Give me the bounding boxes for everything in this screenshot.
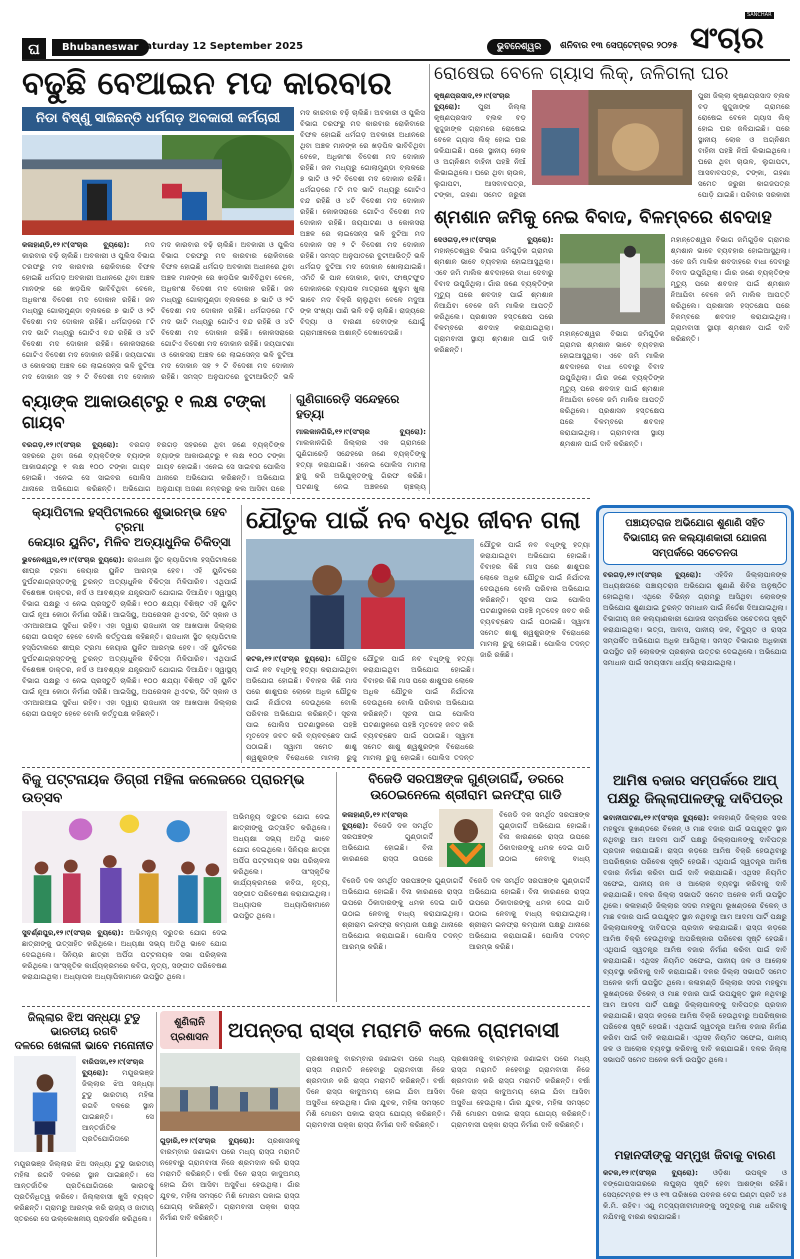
story-road — [160, 1011, 590, 1257]
story-trauma — [22, 505, 237, 763]
headline-rugby-line1: ଜିଲ୍ଲାର ଝିଅ ସନ୍ଧ୍ୟା ଟୁଡୁ ଭାରତୀୟ ରଗବି — [27, 1011, 141, 1038]
edition-city-or: ଭୁବନେଶ୍ୱର — [487, 39, 551, 55]
dateline-college: ସୁବର୍ଣ୍ଣପୁର,୧୨।୯(ସଂଚାର ବ୍ୟୁରୋ): — [22, 928, 124, 937]
body-witch-text: ମାଲକାନଗିରି ଜିଲ୍ଲାର ଏକ ଗ୍ରାମରେ ଗୁଣିଗାରେଡ଼ି ସନ୍ଦେହରେ ଜଣେ ବ୍ୟକ୍ତିଙ୍କୁ ହତ୍ୟା କରାଯାଇଛି। ଏନେଇ ପୋଲିସ ମାମଲା ରୁଜୁ କରି ଅଭିଯୁକ୍ତଙ୍କୁ ଗିରଫ କରିଛି। ଘଟଣାକୁ ନେଇ ଅଞ୍ଚଳରେ ଚାଞ୍ଚଲ୍ୟ — [296, 438, 426, 491]
sidebar-dateline-1: ବରଗଡ଼,୧୨।୯(ସଂଚାର ବ୍ୟୁରୋ): — [603, 570, 702, 579]
college-body-row — [22, 811, 330, 1002]
body-bank-col1 — [22, 439, 151, 494]
headline-dowry: ଯୌତୁକ ପାଇଁ ନବ ବଧୂର ଜୀବନ ଗଲା — [246, 506, 581, 534]
headline-witch: ଗୁଣିଗାରେଡ଼ି ସନ୍ଦେହରେ ହତ୍ୟା — [296, 392, 400, 421]
body-dowry-col3 — [246, 653, 357, 763]
dateline-rugby: ବାରିପଦା,୧୨।୯(ସଂଚାର ବ୍ୟୁରୋ): — [82, 1057, 144, 1078]
body-road-col1 — [160, 1135, 300, 1256]
subhead-liquor: ନିଡା ବିଷ୍ଣୁ ସାଜିଛନ୍ତି ଧର୍ମଗଡ଼ ଅବକାରୀ କର୍ମଚାରୀ — [22, 107, 294, 131]
headline-trauma-line2: କେୟାର ୟୁନିଟ, ମିଳିବ ଅତ୍ୟାଧୁନିକ ଚିକିତ୍ସା — [28, 535, 231, 549]
section-divider — [22, 498, 590, 499]
sidebar-headline-3: ମହାନଦୀଙ୍କୁ ସମ୍ମୁଖ ଜିବାକୁ ବାରଣ — [614, 1148, 776, 1162]
newspaper-logo: ସଂଚାର — [690, 21, 764, 56]
headline-sarpanch-line2: ଉଠେଇନେଲେ ଶ୍ରୀରାମ ଇନଫ୍ରା ଗାଡି — [370, 788, 562, 804]
road-body-row — [160, 1053, 590, 1257]
sidebar-content — [603, 512, 787, 1257]
body-liquor-col3: ମଦ କାରବାର ବଢ଼ି ଚାଲିଛି। ଅବକାରୀ ଓ ପୁଲିସ ବିଭାଗ ତରଫରୁ ମଦ କାରବାର ରୋକିବାରେ ବିଫଳ ହୋଇଛି ଧର୍ମଗଡ଼ ଅବକାରୀ ଅଧୀନରେ ଥିବା ଅଞ୍ଚଳ ମାନଙ୍କ ରେ ଖଡ଼ପିଳ ଭାବିବିଥିବା ବେଳେ, ଅଧିକାଂଶ ବିଦେଶୀ ମଦ ଦୋକାନ ରହିଛି। ଜନ ମଧ୍ୟରୁ ଗୋଲାମୁଣ୍ଡା ବ୍ଲକରେ ୭ ଭାଟି ଓ ୨ଟି ବିଦେଶୀ ମଦ ଦୋକାନ ରହିଛି। ଧର୍ମଗଡ଼ରେ ୮ଟି ମଦ ଭାଟି ମଧ୍ୟରୁ ଗୋଟିଏ ବନ୍ଦ ରହିଛି ଓ ୪ଟି ବିଦେଶୀ ମଦ ଦୋକାନ ରହିଛି। କୋକସରାରେ ଗୋଟିଏ ବିଦେଶୀ ମଦ ଦୋକାନ ରହିଛି। ଜୟପାଟଣା ଓ କୋକସରା ଅଞ୍ଚଳ ରେ ଲାଇସେନ୍ସ ଭଳି ବୁଟିଆ ମଦ ଦୋକାନ ସହ ୨ ଟି ବିଦେଶୀ ମଦ ଦୋକାନ ରହିଛି। ସମସ୍ତ ଅନୁପାତରେ ବୁଟୀଆଭିତ୍ତି ଭଳି — [161, 240, 294, 381]
sidebar-body-2-text: କଳାହାଣ୍ଡି ଜିଲ୍ଲାର ସଦର ମହକୁମା ଭୂଖଣ୍ଡରେ ଚିକେନ୍ ଓ ମାଛ ବଜାର ପାଇଁ ଉପଯୁକ୍ତ ସ୍ଥାନ ନଥିବାରୁ ଆମ ଆଦମୀ ପାର୍ଟି ପକ୍ଷରୁ ଜିଲ୍ଲାପାଳଙ୍କୁ ଦାବିପତ୍ର ପ୍ରଦାନ କରାଯାଇଛି। ରାସ୍ତା କଡ଼ରେ ଆମିଷ ବିକ୍ରି ହେଉଥିବାରୁ ଅପରିଷ୍କାର ପରିବେଶ ସୃଷ୍ଟି ହେଉଛି। ଏଥିପାଇଁ ସ୍ୱତନ୍ତ୍ର ଆମିଷ ବଜାର ନିର୍ମାଣ କରିବା ପାଇଁ ଦାବି କରାଯାଇଛି। ଏଥିସହ ନିୟମିତ ସଫେଇ, ପାନୀୟ ଜଳ ଓ ଆଲୋକ ବ୍ୟବସ୍ଥା କରିବାକୁ ଦାବି କରାଯାଇଛି। ଦଳର ଜିଲ୍ଲା ସଭାପତି ସମେତ ଅନେକ କର୍ମୀ ଉପସ୍ଥିତ ଥିଲେ। — [603, 813, 787, 910]
cremation-body-row — [434, 234, 790, 495]
body-sarpanch-col1 — [342, 809, 433, 864]
dowry-cols — [246, 653, 474, 763]
body-gas-col1 — [434, 90, 526, 200]
dateline-witch: ମାଲକାନଗିରି,୧୨।୯(ସଂଚାର ବ୍ୟୁରୋ): — [296, 427, 426, 436]
photo-villagers-road-repair — [160, 1053, 300, 1131]
body-dowry-text: ଯୌତୁକ ପାଇଁ ନବ ବଧୂଙ୍କୁ ହତ୍ୟା କରାଯାଇଥିବା ଅଭିଯୋଗ ହୋଇଛି। ବିବାହର କିଛି ମାସ ପରେ ଶାଶୁଘର ଲୋକେ ଅଧିକ ଯୌତୁକ ପାଇଁ ନିର୍ଯାତନା ଦେଉଥିଲେ ବୋଲି ପରିବାର ଅଭିଯୋଗ କରିଛନ୍ତି। ସୂଚନା ପାଇ ପୋଲିସ ଘଟଣାସ୍ଥଳରେ ପହଞ୍ଚି ମୃତଦେହ ଜବତ କରି ବ୍ୟବଚ୍ଛେଦ ପାଇଁ ପଠାଇଛି। ସ୍ୱାମୀ ସମେତ ଶାଶୁ ଶ୍ୱଶୁରଙ୍କ ବିରୋଧରେ ମାମଲା ରୁଜୁ — [246, 654, 357, 762]
sidebar-body-2-text3: କଳାହାଣ୍ଡି ଜିଲ୍ଲାର ସଦର ମହକୁମା ଭୂଖଣ୍ଡରେ ଚିକେନ୍ ଓ ମାଛ ବଜାର ପାଇଁ ଉପଯୁକ୍ତ ସ୍ଥାନ ନଥିବାରୁ ଆମ ଆଦମୀ ପାର୍ଟି ପକ୍ଷରୁ ଜିଲ୍ଲାପାଳଙ୍କୁ ଦାବିପତ୍ର ପ୍ରଦାନ କରାଯାଇଛି। ରାସ୍ତା କଡ଼ରେ ଆମିଷ ବିକ୍ରି ହେଉଥିବାରୁ ଅପରିଷ୍କାର ପରିବେଶ ସୃଷ୍ଟି ହେଉଛି। ଏଥିପାଇଁ ସ୍ୱତନ୍ତ୍ର ଆମିଷ ବଜାର ନିର୍ମାଣ କରିବା ପାଇଁ ଦାବି କରାଯାଇଛି। ଏଥିସହ ନିୟମିତ ସଫେଇ, ପାନୀୟ ଜଳ ଓ ଆଲୋକ ବ୍ୟବସ୍ଥା କରିବାକୁ ଦାବି କରାଯାଇଛି। ଦଳର ଜିଲ୍ଲା ସଭାପତି ସମେତ ଅନେକ କର୍ମୀ ଉପସ୍ଥିତ ଥିଲେ। — [603, 978, 787, 1064]
sidebar-headline-1: ପଞ୍ଚାୟତରାଜ ଅଭିଯୋଗ ଶୁଣାଣି ସହିତ ବିଭାଗୀୟ ଜନ କଲ୍ୟାଣକାରୀ ଯୋଜନା ସମ୍ପର୍କରେ ସଚେତନତା — [603, 512, 787, 565]
bank-body-row — [22, 439, 285, 496]
photo-cremation-ground — [560, 234, 665, 324]
headline-trauma — [22, 505, 237, 550]
edition-city-en: Bhubaneswar — [52, 39, 149, 56]
body-trauma-text: ରାଜଧାନୀ ସ୍ଥିତ କ୍ୟାପିଟାଲ ହସ୍ପିଟାଲରେ ଶୀଘ୍ର ଟ୍ରମା କେୟାର ୟୁନିଟ ଆରମ୍ଭ ହେବ। ଏହି ୟୁନିଟରେ ଦୁର୍ଘଟଣାଗ୍ରସ୍ତଙ୍କୁ ତୁରନ୍ତ ଅତ୍ୟାଧୁନିକ ଚିକିତ୍ସା ମିଳିପାରିବ। ଏଥିପାଇଁ ବିଶେଷଜ୍ଞ ଡାକ୍ତର, ନର୍ସ ଓ ଆବଶ୍ୟକ ଯନ୍ତ୍ରପାତି ଯୋଗାଇ ଦିଆଯିବ। ସ୍ୱାସ୍ଥ୍ୟ ବିଭାଗ ପକ୍ଷରୁ ଏ ନେଇ ପ୍ରସ୍ତୁତି ଚାଲିଛି। ୧୦୦ ଶଯ୍ୟା ବିଶିଷ୍ଟ ଏହି ୟୁନିଟ ପାଇଁ ନୂଆ କୋଠା ନିର୍ମାଣ ସରିଛି। ଆଇସିୟୁ, ଅପରେସନ ଥିଏଟର, ସିଟି ସ୍କାନ ଓ ଏମଆରଆଇ ସୁବିଧା ରହିବ। ଏହା ଦ୍ୱାରା ରାଜଧାନୀ ସହ ଆଖପାଖ ଜିଲ୍ଲାର ରୋଗୀ ଉପକୃତ ହେବେ ବୋଲି କର୍ତ୍ତୃପକ୍ଷ କହିଛନ୍ତି। — [22, 555, 237, 641]
section-divider — [22, 767, 590, 768]
story-gas — [434, 63, 790, 203]
dowry-body-row — [246, 539, 590, 763]
body-cremation-col1 — [434, 234, 554, 487]
road-left-stack — [160, 1053, 300, 1257]
edition-date-en: Saturday 12 September 2025 — [138, 41, 304, 52]
dateline-trauma: ଭୁବନେଶ୍ୱର,୧୨।୯(ସଂଚାର ବ୍ୟୁରୋ): — [22, 555, 125, 564]
headline-road: ଅପନ୍ତରା ରାସ୍ତା ମରାମତି କଲେ ଗ୍ରାମବାସୀ — [228, 1017, 560, 1042]
body-college-col1: ଅଭିମନ୍ୟୁ ଦ୍ରୁତର ଯୋଗ ଦେଇ ଛାତ୍ରୀଙ୍କୁ ଉତ୍ସାହିତ କରିଥିଲେ। ଅଧ୍ୟକ୍ଷା ସଭ୍ୟ ଅତିଥି ଭାବେ ଯୋଗ ଦେଇଥିଲେ। ସିନିୟର ଛାତ୍ରୀ ଅର୍ପିତା ପଟ୍ଟନାୟକ ସଭା ପରିଚାଳନା କରିଥିଲେ। ସାଂସ୍କୃତିକ କାର୍ଯ୍ୟକ୍ରମରେ କବିତା, ନୃତ୍ୟ, ସଙ୍ଗୀତ ପରିବେଷଣ କରାଯାଇଥିଲା। ଅଧ୍ୟାପକ ଅଧ୍ୟାପିକାମାନେ ଉପସ୍ଥିତ ଥିଲେ। — [233, 812, 330, 920]
dateline-cremation: ଦେଓଗଡ଼,୧୨।୯(ସଂଚାର ବ୍ୟୁରୋ): — [434, 234, 554, 244]
road-tag — [160, 1011, 222, 1049]
story-bank — [22, 392, 285, 495]
photo-rugby-player — [14, 1056, 76, 1152]
dateline-dowry: କଟକ,୧୨।୯(ସଂଚାର ବ୍ୟୁରୋ): — [246, 654, 331, 663]
body-road-col3: ପ୍ରଶାସନକୁ ବାରମ୍ବାର ଜଣାଇବା ପରେ ମଧ୍ୟ ରାସ୍ତା ମରାମତି ନହେବାରୁ ଗ୍ରାମବାସୀ ନିଜେ ଶ୍ରମଦାନ କରି ରାସ୍ତା ମରାମତି କରିଛନ୍ତି। ବର୍ଷା ଦିନେ ରାସ୍ତା କାଦୁଅମୟ ହୋଇ ଯିବା ଆସିବା ଅସୁବିଧା ହେଉଥିଲା। ଗାଁର ଯୁବକ, ମହିଳା ସମସ୍ତେ ମିଶି ମୋରମ ପକାଇ ରାସ୍ତା ଯୋଗ୍ୟ କରିଛନ୍ତି। ଗ୍ରାମବାସୀ ପକ୍କା ରାସ୍ତା ନିର୍ମାଣ ଦାବି କରିଛନ୍ତି। — [451, 1054, 590, 1129]
story-college — [22, 772, 330, 1002]
body-cremation-col3: ମହାନ୍ତେଶ୍ୱର ବିଭାଗ ଜମିଗୁଡ଼ିକ ଗ୍ରାମର ଶ୍ମଶାନ ଭାବେ ବ୍ୟବହାର ହୋଇଆସୁଥିଲା। ଏବେ ଜମି ମାଲିକ ଶବଦାହରେ ବାଧା ଦେବାରୁ ବିବାଦ ଉପୁଜିଥିଲା। ଗାଁର ଜଣେ ବ୍ୟକ୍ତିଙ୍କ ମୃତ୍ୟୁ ପରେ ଶବଦାହ ପାଇଁ ଶ୍ମଶାନ ନିଆଯିବା ବେଳେ ଜମି ମାଲିକ ଆପତ୍ତି କରିଥିଲେ। ପ୍ରଶାସନ ହସ୍ତକ୍ଷେପ ପରେ ବିଳମ୍ବରେ ଶବଦାହ କରାଯାଇଥିଲା। ଗ୍ରାମବାସୀ ସ୍ଥାୟୀ ଶ୍ମଶାନ ପାଇଁ ଦାବି କରିଛନ୍ତି। — [670, 234, 790, 343]
body-cremation-col2: ମହାନ୍ତେଶ୍ୱର ବିଭାଗ ଜମିଗୁଡ଼ିକ ଗ୍ରାମର ଶ୍ମଶାନ ଭାବେ ବ୍ୟବହାର ହୋଇଆସୁଥିଲା। ଏବେ ଜମି ମାଲିକ ଶବଦାହରେ ବାଧା ଦେବାରୁ ବିବାଦ ଉପୁଜିଥିଲା। ଗାଁର ଜଣେ ବ୍ୟକ୍ତିଙ୍କ ମୃତ୍ୟୁ ପରେ ଶବଦାହ ପାଇଁ ଶ୍ମଶାନ ନିଆଯିବା ବେଳେ ଜମି ମାଲିକ ଆପତ୍ତି କରିଥିଲେ। ପ୍ରଶାସନ ହସ୍ତକ୍ଷେପ ପରେ ବିଳମ୍ବରେ ଶବଦାହ କରାଯାଇଥିଲା। ଗ୍ରାମବାସୀ ସ୍ଥାୟୀ ଶ୍ମଶାନ ପାଇଁ ଦାବି କରିଛନ୍ତି। — [559, 328, 665, 448]
road-tag-line2: ପ୍ରଶାସନ — [170, 1032, 209, 1043]
section-divider — [22, 1006, 590, 1007]
rugby-row1 — [14, 1056, 154, 1154]
dateline-bank: ବରଗଡ଼,୧୨।୯(ସଂଚାର ବ୍ୟୁରୋ): — [22, 439, 119, 449]
liquor-left-stack — [22, 107, 294, 388]
cremation-mid-stack — [560, 234, 665, 495]
dateline-liquor: କଳାହାଣ୍ଡି,୧୨।୯(ସଂଚାର ବ୍ୟୁରୋ): — [22, 240, 130, 249]
body-liquor-text: ମଦ କାରବାର ବଢ଼ି ଚାଲିଛି। ଅବକାରୀ ଓ ପୁଲିସ ବିଭାଗ ତରଫରୁ ମଦ କାରବାର ରୋକିବାରେ ବିଫଳ ହୋଇଛି ଧର୍ମଗଡ଼ ଅବକାରୀ ଅଧୀନରେ ଥିବା ଅଞ୍ଚଳ ମାନଙ୍କ ରେ ଖଡ଼ପିଳ ଭାବିବିଥିବା ବେଳେ, ଅଧିକାଂଶ ବିଦେଶୀ ମଦ ଦୋକାନ ରହିଛି। ଜନ ମଧ୍ୟରୁ ଗୋଲାମୁଣ୍ଡା ବ୍ଲକରେ ୭ ଭାଟି ଓ ୨ଟି ବିଦେଶୀ ମଦ ଦୋକାନ ରହିଛି। ଧର୍ମଗଡ଼ରେ ୮ଟି ମଦ ଭାଟି ମଧ୍ୟରୁ ଗୋଟିଏ ବନ୍ଦ ରହିଛି ଓ ୪ଟି ବିଦେଶୀ ମଦ ଦୋକାନ ରହିଛି। କୋକସରାରେ ଗୋଟିଏ ବିଦେଶୀ ମଦ ଦୋକାନ ରହିଛି। ଜୟପାଟଣା ଓ କୋକସରା ଅଞ୍ଚଳ ରେ ଲାଇସେନ୍ସ ଭଳି ବୁଟିଆ ମଦ ଦୋକାନ ସହ ୨ ଟି ବିଦେଶୀ ମଦ ଦୋକାନ — [22, 240, 155, 381]
body-sarpanch-text: ବିଜେଡି ଦଳ ସମର୍ଥିତ ସରପଞ୍ଚଙ୍କ ଗୁଣ୍ଡାଗର୍ଦ୍ଦି ଅଭିଯୋଗ ହୋଇଛି। ବିନା କାରଣରେ ରାସ୍ତା ଉପରେ — [342, 820, 433, 863]
story-witch — [296, 392, 426, 495]
divider — [336, 772, 337, 1002]
sidebar-body-1 — [603, 569, 787, 767]
page-letter: ଘ — [22, 38, 46, 60]
liquor-body-row — [22, 107, 425, 388]
sidebar-body-3 — [603, 1167, 787, 1244]
body-gas-text: ପୁରୀ ଜିଲ୍ଲା କୃଷ୍ଣପ୍ରସାଦ ବ୍ଲକ ବଡ଼ କୁଦ୍ଦୁଜାଙ୍କ ଗ୍ରାମରେ ରୋଷେଇ ବେଳେ ଗ୍ୟାସ ଲିକ୍ ହୋଇ ଘର ଜଳିଯାଇଛି। ପରେ ସ୍ଥାନୀୟ ଲୋକ ଓ ଅଗ୍ନିଶମ ବାହିନୀ ପହଞ୍ଚି ନିଆଁ ଲିଭାଇଥିଲେ। ଘରେ ଥିବା ଚାଉଳ, ଲୁଗାପଟା, ଆସବାବପତ୍ର, ଟଙ୍କା, ଗହଣା ସମେତ ଜରୁରୀ — [434, 101, 526, 199]
body-rugby-text: ମୟୂରଭଞ୍ଜ ଜିଲ୍ଲାର ଝିଅ ସନ୍ଧ୍ୟା ଟୁଡୁ ଭାରତୀୟ ମହିଳା ରଗବି ଦଳରେ ସ୍ଥାନ ପାଇଛନ୍ତି। ସେ ଆନ୍ତର୍ଜାତିକ ପ୍ରତିଯୋଗିତାରେ — [82, 1068, 154, 1144]
body-college-col2 — [22, 927, 227, 993]
edition-date-or: ଶନିବାର ୧୩ ସେପ୍ଟେମ୍ବର ୨୦୨୫ — [560, 41, 678, 51]
body-bank-col2: ବରଗଡ଼ ସହରରେ ଥିବା ଜଣେ ବ୍ୟକ୍ତିଙ୍କ ବ୍ୟାଙ୍କ ଆକାଉଣ୍ଟରୁ ୧ ଲକ୍ଷ ୧୦୦ ଟଙ୍କା ଗାୟବ ହୋଇଛି। ଏନେଇ ସେ ସାଇବର ପୋଲିସ ଥାନାରେ ଅଭିଯୋଗ କରିଛନ୍ତି। ଅଭିଯୋଗ ଅନୁଯାୟୀ ଅଜଣା ନମ୍ବରରୁ କଲ ଆସିବା ପରେ — [156, 439, 285, 493]
trauma-body-row — [22, 554, 237, 763]
headline-bank: ବ୍ୟାଙ୍କ ଆକାଉଣ୍ଟରୁ ୧ ଲକ୍ଷ ଟଙ୍କା ଗାୟବ — [22, 392, 267, 434]
dateline-sarpanch: କଳାହାଣ୍ଡି,୧୨।୯(ସଂଚାର ବ୍ୟୁରୋ): — [342, 809, 408, 830]
photo-burnt-house — [532, 90, 692, 185]
body-sarpanch-col4: ବିଜେଡି ଦଳ ସମର୍ଥିତ ସରପଞ୍ଚଙ୍କ ଗୁଣ୍ଡାଗର୍ଦ୍ଦି ଅଭିଯୋଗ ହୋଇଛି। ବିନା କାରଣରେ ରାସ୍ତା ଉପରେ ଠିକାଦାରଙ୍କୁ ଧମକ ଦେଇ ଗାଡି ଉଠାଇ ନେବାକୁ ବାଧ୍ୟ କରାଯାଇଥିଲା। ଶ୍ରୀରାମ ଇନଫ୍ରା କମ୍ପାନୀ ପକ୍ଷରୁ ଥାନାରେ ଅଭିଯୋଗ କରାଯାଇଛି। ପୋଲିସ ତଦନ୍ତ ଆରମ୍ଭ କରିଛି। — [469, 875, 590, 951]
gas-body-row — [434, 90, 790, 204]
witch-body-row — [296, 426, 426, 495]
story-cremation — [434, 207, 790, 494]
headline-trauma-line1: କ୍ୟାପିଟାଲ ହସ୍ପିଟାଲରେ ଶୁଭାରମ୍ଭ ହେବ ଟ୍ରମା — [32, 505, 227, 534]
headline-college: ବିଜୁ ପଟ୍ଟନାୟକ ଡିଗ୍ରୀ ମହିଳା କଲେଜରେ ପ୍ରାରମ୍ଭ ଉତ୍ସବ — [22, 772, 305, 806]
road-head-row — [160, 1011, 590, 1049]
header-rule — [22, 59, 790, 61]
body-rugby-col2: ମୟୂରଭଞ୍ଜ ଜିଲ୍ଲାର ଝିଅ ସନ୍ଧ୍ୟା ଟୁଡୁ ଭାରତୀୟ ମହିଳା ରଗବି ଦଳରେ ସ୍ଥାନ ପାଇଛନ୍ତି। ସେ ଆନ୍ତର୍ଜାତିକ ପ୍ରତିଯୋଗିତାରେ ଭାରତକୁ ପ୍ରତିନିଧିତ୍ୱ କରିବେ। ଜିଲ୍ଲାବାସୀ ଖୁସି ବ୍ୟକ୍ତ କରିଛନ୍ତି। ଗ୍ରାମରୁ ଆରମ୍ଭ କରି ରାଜ୍ୟ ଓ ଜାତୀୟ ସ୍ତରରେ ସେ ଉଲ୍ଲେଖନୀୟ ପ୍ରଦର୍ଶନ କରିଥିଲେ। — [14, 1159, 154, 1224]
headline-cremation: ଶ୍ମଶାନ ଜମିକୁ ନେଇ ବିବାଦ, ବିଳମ୍ବରେ ଶବଦାହ — [434, 207, 772, 228]
photo-liquor-shop — [22, 135, 294, 235]
sidebar-body-3-text: ଓଡ଼ିଶା ଉପକୂଳ ଓ ବଙ୍ଗୋପସାଗରରେ ଲଘୁଚାପ ସୃଷ୍ଟି ହେବା ଆଶଙ୍କା ରହିଛି। ସେପ୍ଟେମ୍ବର ୧୨ ଓ ୧୩ ତାରିଖରେ ପବନର ବେଗ ଘଣ୍ଟା ପ୍ରତି ୪୫ କି.ମି. ରହିବ। ଏଣୁ ମତ୍ସ୍ୟଜୀବୀମାନଙ୍କୁ ସମୁଦ୍ରକୁ ମାଛ ଧରିବାକୁ ନଯିବାକୁ ବାରଣ କରାଯାଇଛି। — [603, 1168, 787, 1221]
divider — [290, 394, 291, 494]
logo-tag: SANCHAR — [747, 12, 772, 18]
headline-sarpanch — [342, 772, 590, 805]
headline-liquor: ବଢୁଛି ବେଆଇନ ମଦ କାରବାର — [22, 64, 392, 102]
body-college-text: ଅଭିମନ୍ୟୁ ଦ୍ରୁତର ଯୋଗ ଦେଇ ଛାତ୍ରୀଙ୍କୁ ଉତ୍ସାହିତ କରିଥିଲେ। ଅଧ୍ୟକ୍ଷା ସଭ୍ୟ ଅତିଥି ଭାବେ ଯୋଗ ଦେଇଥିଲେ। ସିନିୟର ଛାତ୍ରୀ ଅର୍ପିତା ପଟ୍ଟନାୟକ ସଭା ପରିଚାଳନା କରିଥିଲେ। ସାଂସ୍କୃତିକ କାର୍ଯ୍ୟକ୍ରମରେ କବିତା, ନୃତ୍ୟ, ସଙ୍ଗୀତ ପରିବେଷଣ କରାଯାଇଥିଲା। ଅଧ୍ୟାପକ ଅଧ୍ୟାପିକାମାନେ ଉପସ୍ଥିତ ଥିଲେ। — [22, 928, 227, 981]
body-rugby-col1 — [82, 1056, 154, 1144]
story-liquor — [22, 63, 425, 388]
headline-sarpanch-line1: ବିଜେଡି ସରପଞ୍ଚଙ୍କ ଗୁଣ୍ଡାଗର୍ଦ୍ଦି, ଡରରେ — [368, 772, 564, 787]
dowry-left-stack — [246, 539, 474, 763]
body-liquor-col1: ମଦ କାରବାର ବଢ଼ି ଚାଲିଛି। ଅବକାରୀ ଓ ପୁଲିସ ବିଭାଗ ତରଫରୁ ମଦ କାରବାର ରୋକିବାରେ ବିଫଳ ହୋଇଛି ଧର୍ମଗଡ଼ ଅବକାରୀ ଅଧୀନରେ ଥିବା ଅଞ୍ଚଳ ମାନଙ୍କ ରେ ଖଡ଼ପିଳ ଭାବିବିଥିବା ବେଳେ, ଅଧିକାଂଶ ବିଦେଶୀ ମଦ ଦୋକାନ ରହିଛି। ଜନ ମଧ୍ୟରୁ ଗୋଲାମୁଣ୍ଡା ବ୍ଲକରେ ୭ ଭାଟି ଓ ୨ଟି ବିଦେଶୀ ମଦ ଦୋକାନ ରହିଛି। ଧର୍ମଗଡ଼ରେ ୮ଟି ମଦ ଭାଟି ମଧ୍ୟରୁ ଗୋଟିଏ ବନ୍ଦ ରହିଛି ଓ ୪ଟି ବିଦେଶୀ ମଦ ଦୋକାନ ରହିଛି। କୋକସରାରେ ଗୋଟିଏ ବିଦେଶୀ ମଦ ଦୋକାନ ରହିଛି। ଜୟପାଟଣା ଓ କୋକସରା ଅଞ୍ଚଳ ରେ ଲାଇସେନ୍ସ ଭଳି ବୁଟିଆ ମଦ ଦୋକାନ ସହ ୨ ଟି ବିଦେଶୀ ମଦ ଦୋକାନ ରହିଛି। ସମସ୍ତ ଅନୁପାତରେ ବୁଟୀଆଭିତ୍ତି ଭଳି ଧର୍ମଗଡ଼ ବୁଟିଆ ମଦ ଦୋକାନ ଖୋଲାଯାଇଛି। ଏମିତି କି ପାନ ଦୋକାନ, ଢାବା, ଫାଷ୍ଟଫୁଡ ଦୋକାନରେ ବ୍ୟାପକ ମାତ୍ରାରେ ଖୁଲୁମ ଖୁଲା ଭାବେ ମଦ ବିକ୍ରି ଚାଲୁଥିବା ବେଳେ ମଦୁଆ ଙ୍କ ସଂଖ୍ୟା ପାଣି ଭଳି ବଢ଼ି ଚାଲିଛି। ରାଜ୍ୟରେ ବିଦ୍ୟା ଓ ବାରଣୀ ଦେବୀଙ୍କ ଯୋଗୁଁ ଗ୍ରାମାଞ୍ଚଳରେ ଅଶାନ୍ତି ଦେଖାଦେଉଛି। — [300, 108, 425, 337]
sarpanch-row2 — [342, 875, 590, 1003]
body-trauma — [22, 554, 237, 763]
body-sarpanch-col3: ବିଜେଡି ଦଳ ସମର୍ଥିତ ସରପଞ୍ଚଙ୍କ ଗୁଣ୍ଡାଗର୍ଦ୍ଦି ଅଭିଯୋଗ ହୋଇଛି। ବିନା କାରଣରେ ରାସ୍ତା ଉପରେ ଠିକାଦାରଙ୍କୁ ଧମକ ଦେଇ ଗାଡି ଉଠାଇ ନେବାକୁ ବାଧ୍ୟ କରାଯାଇଥିଲା। ଶ୍ରୀରାମ ଇନଫ୍ରା କମ୍ପାନୀ ପକ୍ଷରୁ ଥାନାରେ ଅଭିଯୋଗ କରାଯାଇଛି। ପୋଲିସ ତଦନ୍ତ ଆରମ୍ଭ କରିଛି। — [342, 875, 463, 951]
body-dowry-col4: ଯୌତୁକ ପାଇଁ ନବ ବଧୂଙ୍କୁ ହତ୍ୟା କରାଯାଇଥିବା ଅଭିଯୋଗ ହୋଇଛି। ବିବାହର କିଛି ମାସ ପରେ ଶାଶୁଘର ଲୋକେ ଅଧିକ ଯୌତୁକ ପାଇଁ ନିର୍ଯାତନା ଦେଉଥିଲେ ବୋଲି ପରିବାର ଅଭିଯୋଗ କରିଛନ୍ତି। ସୂଚନା ପାଇ ପୋଲିସ ଘଟଣାସ୍ଥଳରେ ପହଞ୍ଚି ମୃତଦେହ ଜବତ କରି ବ୍ୟବଚ୍ଛେଦ ପାଇଁ ପଠାଇଛି। ସ୍ୱାମୀ ସମେତ ଶାଶୁ ଶ୍ୱଶୁରଙ୍କ ବିରୋଧରେ ମାମଲା ରୁଜୁ ହୋଇଛି। ପୋଲିସ ତଦନ୍ତ — [363, 654, 474, 762]
sidebar-headline-2: ଆମିଷ ବଜାର ସମ୍ପର୍କରେ ଆପ୍ ପକ୍ଷରୁ ଜିଲ୍ଲାପାଳଙ୍କୁ ଦାବିପତ୍ର — [607, 773, 783, 807]
rugby-row2 — [14, 1158, 154, 1257]
story-sarpanch — [342, 772, 590, 1002]
sidebar-body-2 — [603, 812, 787, 1142]
divider — [156, 1012, 157, 1257]
divider — [429, 64, 430, 494]
headline-gas: ରୋଷେଇ ବେଳେ ଗ୍ୟାସ ଲିକ୍, ଜଳିଗଲା ଘର — [434, 63, 729, 84]
body-road-text: ପ୍ରଶାସନକୁ ବାରମ୍ବାର ଜଣାଇବା ପରେ ମଧ୍ୟ ରାସ୍ତା ମରାମତି ନହେବାରୁ ଗ୍ରାମବାସୀ ନିଜେ ଶ୍ରମଦାନ କରି ରାସ୍ତା ମରାମତି କରିଛନ୍ତି। ବର୍ଷା ଦିନେ ରାସ୍ତା କାଦୁଅମୟ ହୋଇ ଯିବା ଆସିବା ଅସୁବିଧା ହେଉଥିଲା। ଗାଁର ଯୁବକ, ମହିଳା ସମସ୍ତେ ମିଶି ମୋରମ ପକାଇ ରାସ୍ତା ଯୋଗ୍ୟ କରିଛନ୍ତି। ଗ୍ରାମବାସୀ ପକ୍କା ରାସ୍ତା ନିର୍ମାଣ ଦାବି କରିଛନ୍ତି। — [160, 1136, 300, 1222]
body-cremation-text: ମହାନ୍ତେଶ୍ୱର ବିଭାଗ ଜମିଗୁଡ଼ିକ ଗ୍ରାମର ଶ୍ମଶାନ ଭାବେ ବ୍ୟବହାର ହୋଇଆସୁଥିଲା। ଏବେ ଜମି ମାଲିକ ଶବଦାହରେ ବାଧା ଦେବାରୁ ବିବାଦ ଉପୁଜିଥିଲା। ଗାଁର ଜଣେ ବ୍ୟକ୍ତିଙ୍କ ମୃତ୍ୟୁ ପରେ ଶବଦାହ ପାଇଁ ଶ୍ମଶାନ ନିଆଯିବା ବେଳେ ଜମି ମାଲିକ ଆପତ୍ତି କରିଥିଲେ। ପ୍ରଶାସନ ହସ୍ତକ୍ଷେପ ପରେ ବିଳମ୍ବରେ ଶବଦାହ କରାଯାଇଥିଲା। ଗ୍ରାମବାସୀ ସ୍ଥାୟୀ ଶ୍ମଶାନ ପାଇଁ ଦାବି କରିଛନ୍ତି। — [434, 245, 554, 354]
photo-newlywed-couple — [246, 539, 474, 649]
headline-rugby — [14, 1011, 154, 1052]
story-dowry — [246, 505, 590, 763]
dateline-road: ଗୁଡ଼ାରି,୧୨।୯(ସଂଚାର ବ୍ୟୁରୋ): — [160, 1136, 255, 1145]
body-dowry-col2: ଯୌତୁକ ପାଇଁ ନବ ବଧୂଙ୍କୁ ହତ୍ୟା କରାଯାଇଥିବା ଅଭିଯୋଗ ହୋଇଛି। ବିବାହର କିଛି ମାସ ପରେ ଶାଶୁଘର ଲୋକେ ଅଧିକ ଯୌତୁକ ପାଇଁ ନିର୍ଯାତନା ଦେଉଥିଲେ ବୋଲି ପରିବାର ଅଭିଯୋଗ କରିଛନ୍ତି। ସୂଚନା ପାଇ ପୋଲିସ ଘଟଣାସ୍ଥଳରେ ପହଞ୍ଚି ମୃତଦେହ ଜବତ କରି ବ୍ୟବଚ୍ଛେଦ ପାଇଁ ପଠାଇଛି। ସ୍ୱାମୀ ସମେତ ଶାଶୁ ଶ୍ୱଶୁରଙ୍କ ବିରୋଧରେ ମାମଲା ରୁଜୁ ହୋଇଛି। ପୋଲିସ ତଦନ୍ତ ଜାରି ରଖିଛି। — [480, 540, 590, 659]
photo-college-event — [22, 811, 227, 923]
photo-sarpanch — [439, 809, 493, 867]
sidebar-dateline-2: ଭବାନୀପାଟଣା,୧୨।୯(ସଂଚାର ବ୍ୟୁରୋ): — [603, 813, 710, 822]
body-trauma-text2: ରାଜଧାନୀ ସ୍ଥିତ କ୍ୟାପିଟାଲ ହସ୍ପିଟାଲରେ ଶୀଘ୍ର ଟ୍ରମା କେୟାର ୟୁନିଟ ଆରମ୍ଭ ହେବ। ଏହି ୟୁନିଟରେ ଦୁର୍ଘଟଣାଗ୍ରସ୍ତଙ୍କୁ ତୁରନ୍ତ ଅତ୍ୟାଧୁନିକ ଚିକିତ୍ସା ମିଳିପାରିବ। ଏଥିପାଇଁ ବିଶେଷଜ୍ଞ ଡାକ୍ତର, ନର୍ସ ଓ ଆବଶ୍ୟକ ଯନ୍ତ୍ରପାତି ଯୋଗାଇ ଦିଆଯିବ। ସ୍ୱାସ୍ଥ୍ୟ ବିଭାଗ ପକ୍ଷରୁ ଏ ନେଇ ପ୍ରସ୍ତୁତି ଚାଲିଛି। ୧୦୦ ଶଯ୍ୟା ବିଶିଷ୍ଟ ଏହି ୟୁନିଟ ପାଇଁ ନୂଆ କୋଠା ନିର୍ମାଣ ସରିଛି। ଆଇସିୟୁ, ଅପରେସନ ଥିଏଟର, ସିଟି ସ୍କାନ ଓ ଏମଆରଆଇ ସୁବିଧା ରହିବ। ଏହା ଦ୍ୱାରା ରାଜଧାନୀ ସହ ଆଖପାଖ ଜିଲ୍ଲାର ରୋଗୀ ଉପକୃତ ହେବେ ବୋଲି କର୍ତ୍ତୃପକ୍ଷ କହିଛନ୍ତି। — [22, 632, 237, 718]
body-road-col2: ପ୍ରଶାସନକୁ ବାରମ୍ବାର ଜଣାଇବା ପରେ ମଧ୍ୟ ରାସ୍ତା ମରାମତି ନହେବାରୁ ଗ୍ରାମବାସୀ ନିଜେ ଶ୍ରମଦାନ କରି ରାସ୍ତା ମରାମତି କରିଛନ୍ତି। ବର୍ଷା ଦିନେ ରାସ୍ତା କାଦୁଅମୟ ହୋଇ ଯିବା ଆସିବା ଅସୁବିଧା ହେଉଥିଲା। ଗାଁର ଯୁବକ, ମହିଳା ସମସ୍ତେ ମିଶି ମୋରମ ପକାଇ ରାସ୍ତା ଯୋଗ୍ୟ କରିଛନ୍ତି। ଗ୍ରାମବାସୀ ପକ୍କା ରାସ୍ତା ନିର୍ମାଣ ଦାବି କରିଛନ୍ତି। — [306, 1054, 445, 1129]
liquor-cols — [22, 239, 294, 388]
sidebar-body-1-text: ଏହିଦିନ ଜିଲ୍ଲାପାଳଙ୍କ ଅଧ୍ୟକ୍ଷତାରେ ପଞ୍ଚାୟତରାଜ ଅଭିଯୋଗ ଶୁଣାଣି ଶିବିର ଅନୁଷ୍ଠିତ ହୋଇଥିଲା। ଏଥିରେ ବିଭିନ୍ନ ଗ୍ରାମରୁ ଆସିଥିବା ଲୋକଙ୍କ ଅଭିଯୋଗ ଶୁଣାଯାଇ ତୁରନ୍ତ ସମାଧାନ ପାଇଁ ନିର୍ଦ୍ଦେଶ ଦିଆଯାଇଥିଲା। ବିଭାଗୀୟ ଜନ କଲ୍ୟାଣକାରୀ ଯୋଜନା ସମ୍ପର୍କରେ ସଚେତନତା ସୃଷ୍ଟି କରାଯାଇଥିଲା। ଭତ୍ତା, ଆବାସ, ପାନୀୟ ଜଳ, ବିଦ୍ୟୁତ ଓ ରାସ୍ତା ସମ୍ପର୍କିତ ଅଭିଯୋଗ ଅଧିକ ଆସିଥିଲା। ସମସ୍ତ ବିଭାଗର ଅଧିକାରୀ ଉପସ୍ଥିତ ରହି ଲୋକଙ୍କ ପ୍ରଶ୍ନର ଉତ୍ତର ଦେଇଥିଲେ। ଅଭିଯୋଗ ସମାଧାନ ପାଇଁ ସମୟସୀମା ଧାର୍ଯ୍ୟ କରାଯାଇଥିଲା। — [603, 570, 787, 667]
body-bank-text: ବରଗଡ଼ ସହରରେ ଥିବା ଜଣେ ବ୍ୟକ୍ତିଙ୍କ ବ୍ୟାଙ୍କ ଆକାଉଣ୍ଟରୁ ୧ ଲକ୍ଷ ୧୦୦ ଟଙ୍କା ଗାୟବ ହୋଇଛି। ଏନେଇ ସେ ସାଇବର ପୋଲିସ ଥାନାରେ ଅଭିଯୋଗ କରିଛନ୍ତି। ଅଭିଯୋଗ — [22, 439, 151, 493]
headline-rugby-line2: ଦଳରେ ଖେଳାଳୀ ଭାବେ ମନୋନୀତ — [14, 1038, 154, 1052]
divider — [241, 505, 242, 763]
body-witch — [296, 426, 426, 492]
road-tag-line1: ଶୁଣିଲାନି — [174, 1017, 205, 1028]
dateline-gas: କୃଷ୍ଣପ୍ରସାଦ,୧୨।୯(ସଂଚାର ବ୍ୟୁରୋ): — [434, 90, 511, 111]
sarpanch-row1 — [342, 809, 590, 871]
college-left-stack — [22, 811, 227, 1002]
body-gas-col2: ପୁରୀ ଜିଲ୍ଲା କୃଷ୍ଣପ୍ରସାଦ ବ୍ଲକ ବଡ଼ କୁଦ୍ଦୁଜାଙ୍କ ଗ୍ରାମରେ ରୋଷେଇ ବେଳେ ଗ୍ୟାସ ଲିକ୍ ହୋଇ ଘର ଜଳିଯାଇଛି। ପରେ ସ୍ଥାନୀୟ ଲୋକ ଓ ଅଗ୍ନିଶମ ବାହିନୀ ପହଞ୍ଚି ନିଆଁ ଲିଭାଇଥିଲେ। ଘରେ ଥିବା ଚାଉଳ, ଲୁଗାପଟା, ଆସବାବପତ୍ର, ଟଙ୍କା, ଗହଣା ସମେତ ଜରୁରୀ କାଗଜପତ୍ର ପୋଡ଼ି ଯାଇଛି। ପରିବାର ସରକାରୀ — [698, 90, 790, 199]
sidebar-dateline-3: କଟକ,୧୨।୯(ସଂଚାର ବ୍ୟୁରୋ): — [603, 1168, 698, 1177]
sidebar-body-2-text2: କଳାହାଣ୍ଡି ଜିଲ୍ଲାର ସଦର ମହକୁମା ଭୂଖଣ୍ଡରେ ଚିକେନ୍ ଓ ମାଛ ବଜାର ପାଇଁ ଉପଯୁକ୍ତ ସ୍ଥାନ ନଥିବାରୁ ଆମ ଆଦମୀ ପାର୍ଟି ପକ୍ଷରୁ ଜିଲ୍ଲାପାଳଙ୍କୁ ଦାବିପତ୍ର ପ୍ରଦାନ କରାଯାଇଛି। ରାସ୍ତା କଡ଼ରେ ଆମିଷ ବିକ୍ରି ହେଉଥିବାରୁ ଅପରିଷ୍କାର ପରିବେଶ ସୃଷ୍ଟି ହେଉଛି। ଏଥିପାଇଁ ସ୍ୱତନ୍ତ୍ର ଆମିଷ ବଜାର ନିର୍ମାଣ କରିବା ପାଇଁ ଦାବି କରାଯାଇଛି। ଏଥିସହ ନିୟମିତ ସଫେଇ, ପାନୀୟ ଜଳ ଓ ଆଲୋକ ବ୍ୟବସ୍ଥା କରିବାକୁ ଦାବି କରାଯାଇଛି। ଦଳର ଜିଲ୍ଲା ସଭାପତି ସମେତ ଅନେକ କର୍ମୀ ଉପସ୍ଥିତ ଥିଲେ। — [603, 901, 787, 987]
story-rugby — [14, 1011, 154, 1257]
body-liquor-col2 — [22, 239, 155, 382]
body-sarpanch-col2: ବିଜେଡି ଦଳ ସମର୍ଥିତ ସରପଞ୍ଚଙ୍କ ଗୁଣ୍ଡାଗର୍ଦ୍ଦି ଅଭିଯୋଗ ହୋଇଛି। ବିନା କାରଣରେ ରାସ୍ତା ଉପରେ ଠିକାଦାରଙ୍କୁ ଧମକ ଦେଇ ଗାଡି ଉଠାଇ ନେବାକୁ ବାଧ୍ୟ — [499, 809, 590, 863]
